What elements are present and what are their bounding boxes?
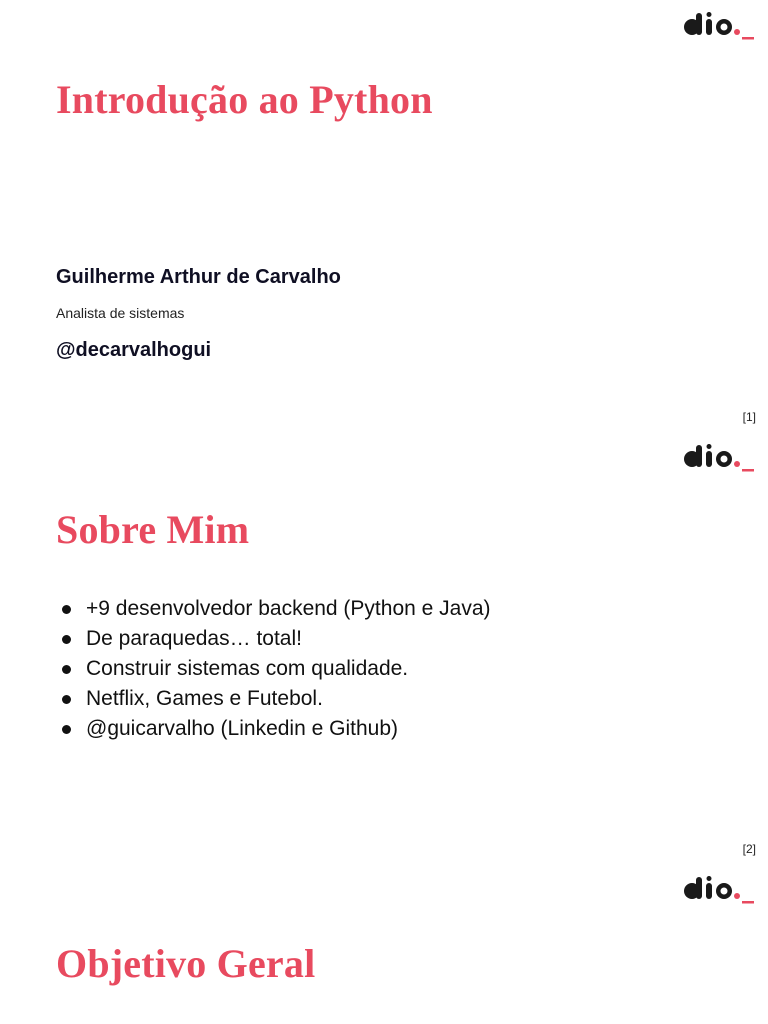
page-number: [1] (742, 410, 756, 424)
dio-logo (682, 12, 756, 40)
slide-title: Introdução ao Python (56, 77, 433, 122)
dio-logo-icon (682, 12, 756, 40)
bullet-item: +9 desenvolvedor backend (Python e Java) (62, 594, 491, 624)
slide-2 (0, 432, 768, 864)
bullet-item: Netflix, Games e Futebol. (62, 684, 491, 714)
author-handle: @decarvalhogui (56, 339, 212, 361)
slide-3 (0, 864, 768, 1024)
dio-logo (682, 876, 756, 904)
slide-title: Objetivo Geral (56, 941, 316, 986)
bullet-item: Construir sistemas com qualidade. (62, 654, 491, 684)
slide-title: Sobre Mim (56, 507, 250, 552)
dio-logo (682, 444, 756, 472)
page-number: [2] (742, 842, 756, 856)
dio-logo-icon (682, 876, 756, 904)
author-name: Guilherme Arthur de Carvalho (56, 266, 341, 288)
bullet-list (62, 594, 491, 744)
slide-1 (0, 0, 768, 432)
dio-logo-icon (682, 444, 756, 472)
bullet-item: @guicarvalho (Linkedin e Github) (62, 714, 491, 744)
author-role: Analista de sistemas (56, 305, 185, 321)
bullet-item: De paraquedas… total! (62, 624, 491, 654)
